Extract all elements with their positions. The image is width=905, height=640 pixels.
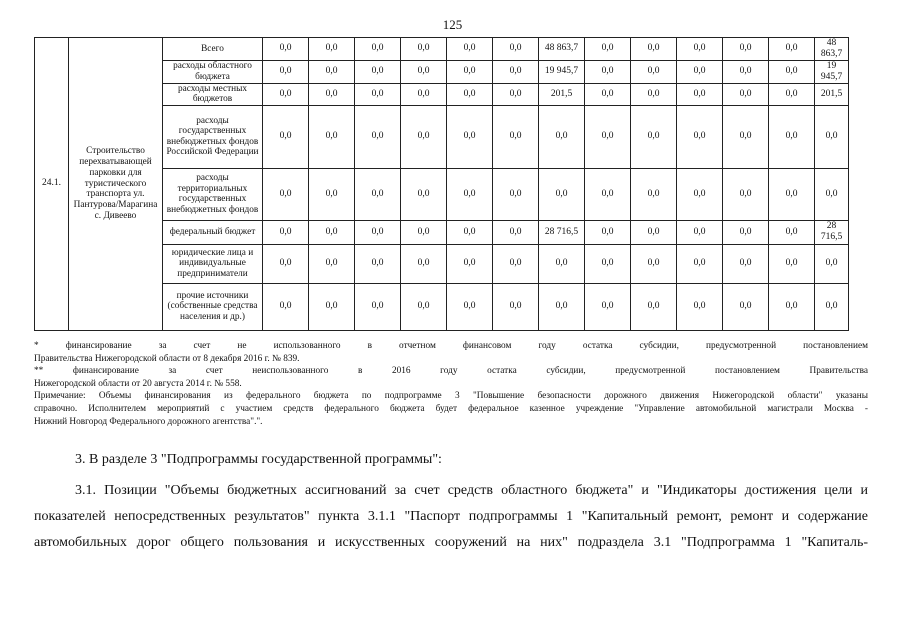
value-cell: 0,0 bbox=[631, 283, 677, 330]
value-cell: 0,0 bbox=[447, 220, 493, 244]
value-cell: 0,0 bbox=[401, 60, 447, 83]
value-cell: 0,0 bbox=[723, 105, 769, 168]
value-cell: 0,0 bbox=[631, 38, 677, 61]
value-cell: 0,0 bbox=[677, 168, 723, 220]
value-cell: 0,0 bbox=[677, 60, 723, 83]
value-cell: 0,0 bbox=[401, 168, 447, 220]
value-cell: 0,0 bbox=[309, 244, 355, 283]
value-cell: 0,0 bbox=[263, 244, 309, 283]
funding-source-cell: расходы местных бюджетов bbox=[163, 83, 263, 105]
table-notes bbox=[34, 340, 868, 428]
value-cell: 48 863,7 bbox=[815, 38, 849, 61]
value-cell: 0,0 bbox=[539, 244, 585, 283]
funding-source-cell: юридические лица и индивидуальные предприниматели bbox=[163, 244, 263, 283]
value-cell: 0,0 bbox=[447, 105, 493, 168]
value-cell: 0,0 bbox=[447, 83, 493, 105]
value-cell: 0,0 bbox=[723, 83, 769, 105]
value-cell: 0,0 bbox=[677, 83, 723, 105]
value-cell: 0,0 bbox=[493, 60, 539, 83]
value-cell: 0,0 bbox=[447, 244, 493, 283]
value-cell: 0,0 bbox=[769, 168, 815, 220]
value-cell: 201,5 bbox=[539, 83, 585, 105]
table-row bbox=[35, 38, 849, 61]
value-cell: 0,0 bbox=[493, 244, 539, 283]
remark-line-2: справочно. Исполнителем мероприятий с участием средств федерального бюджета будет федеральное казенное учреждение "Управление автомобильной магистрали Москва - bbox=[34, 403, 868, 414]
value-cell: 0,0 bbox=[815, 283, 849, 330]
funding-source-cell: расходы территориальных государственных внебюджетных фондов bbox=[163, 168, 263, 220]
value-cell: 0,0 bbox=[309, 220, 355, 244]
value-cell: 0,0 bbox=[585, 244, 631, 283]
value-cell: 0,0 bbox=[585, 38, 631, 61]
body-text bbox=[34, 450, 868, 470]
value-cell: 0,0 bbox=[677, 38, 723, 61]
value-cell: 0,0 bbox=[723, 220, 769, 244]
value-cell: 0,0 bbox=[309, 38, 355, 61]
value-cell: 0,0 bbox=[815, 244, 849, 283]
value-cell: 0,0 bbox=[723, 244, 769, 283]
value-cell: 0,0 bbox=[769, 38, 815, 61]
paragraph-line-2: показателей непосредственных результатов" пункта 3.1.1 "Паспорт подпрограммы 1 "Капитальный ремонт, ремонт и содержание bbox=[34, 509, 868, 524]
note-1-line-2: Правительства Нижегородской области от 8 декабря 2016 г. № 839. bbox=[34, 353, 300, 364]
body-paragraph bbox=[34, 478, 868, 556]
value-cell: 19 945,7 bbox=[539, 60, 585, 83]
value-cell: 0,0 bbox=[493, 220, 539, 244]
value-cell: 0,0 bbox=[769, 83, 815, 105]
value-cell: 0,0 bbox=[401, 220, 447, 244]
value-cell: 0,0 bbox=[631, 83, 677, 105]
value-cell: 0,0 bbox=[493, 283, 539, 330]
value-cell: 0,0 bbox=[493, 38, 539, 61]
value-cell: 0,0 bbox=[355, 83, 401, 105]
section-heading: 3. В разделе 3 "Подпрограммы государственной программы": bbox=[75, 452, 442, 467]
value-cell: 48 863,7 bbox=[539, 38, 585, 61]
value-cell: 0,0 bbox=[447, 60, 493, 83]
value-cell: 0,0 bbox=[677, 244, 723, 283]
value-cell: 0,0 bbox=[677, 283, 723, 330]
page-number: 125 bbox=[442, 17, 463, 32]
value-cell: 0,0 bbox=[355, 168, 401, 220]
paragraph-line-3: автомобильных дорог общего пользования и искусственных сооружений на них" подраздела 3.1 "Подпрограмма 1 "Капиталь- bbox=[34, 535, 868, 550]
value-cell: 0,0 bbox=[631, 220, 677, 244]
value-cell: 0,0 bbox=[401, 83, 447, 105]
value-cell: 0,0 bbox=[309, 60, 355, 83]
value-cell: 0,0 bbox=[631, 105, 677, 168]
paragraph-line-1: 3.1. Позиции "Объемы бюджетных ассигнований за счет средств областного бюджета" и "Индикаторы достижения цели и bbox=[75, 483, 868, 498]
value-cell: 0,0 bbox=[493, 168, 539, 220]
value-cell: 0,0 bbox=[723, 60, 769, 83]
value-cell: 0,0 bbox=[677, 105, 723, 168]
value-cell: 0,0 bbox=[355, 283, 401, 330]
funding-source-cell: расходы областного бюджета bbox=[163, 60, 263, 83]
value-cell: 0,0 bbox=[769, 105, 815, 168]
value-cell: 0,0 bbox=[401, 105, 447, 168]
value-cell: 0,0 bbox=[769, 220, 815, 244]
value-cell: 0,0 bbox=[723, 38, 769, 61]
value-cell: 0,0 bbox=[677, 220, 723, 244]
funding-source-cell: прочие источники (собственные средства населения и др.) bbox=[163, 283, 263, 330]
value-cell: 0,0 bbox=[309, 105, 355, 168]
value-cell: 0,0 bbox=[631, 60, 677, 83]
value-cell: 0,0 bbox=[631, 168, 677, 220]
value-cell: 0,0 bbox=[263, 283, 309, 330]
value-cell: 19 945,7 bbox=[815, 60, 849, 83]
value-cell: 0,0 bbox=[401, 283, 447, 330]
value-cell: 0,0 bbox=[723, 283, 769, 330]
value-cell: 0,0 bbox=[815, 168, 849, 220]
value-cell: 0,0 bbox=[263, 83, 309, 105]
value-cell: 0,0 bbox=[723, 168, 769, 220]
funding-source-cell: расходы государственных внебюджетных фондов Российской Федерации bbox=[163, 105, 263, 168]
value-cell: 0,0 bbox=[585, 220, 631, 244]
remark-line-3: Нижний Новгород Федерального дорожного агентства".". bbox=[34, 416, 263, 427]
value-cell: 0,0 bbox=[263, 60, 309, 83]
value-cell: 0,0 bbox=[493, 105, 539, 168]
value-cell: 0,0 bbox=[447, 38, 493, 61]
value-cell: 0,0 bbox=[263, 220, 309, 244]
value-cell: 0,0 bbox=[355, 60, 401, 83]
value-cell: 0,0 bbox=[401, 244, 447, 283]
value-cell: 0,0 bbox=[815, 105, 849, 168]
value-cell: 0,0 bbox=[539, 105, 585, 168]
value-cell: 0,0 bbox=[539, 283, 585, 330]
value-cell: 0,0 bbox=[447, 283, 493, 330]
value-cell: 0,0 bbox=[355, 244, 401, 283]
value-cell: 0,0 bbox=[263, 38, 309, 61]
remark-line-1: Примечание: Объемы финансирования из федерального бюджета по подпрограмме 3 "Повышение безопасности дорожного движения Нижегородской области" указаны bbox=[34, 391, 868, 402]
value-cell: 0,0 bbox=[585, 283, 631, 330]
value-cell: 28 716,5 bbox=[539, 220, 585, 244]
value-cell: 0,0 bbox=[355, 220, 401, 244]
value-cell: 0,0 bbox=[309, 283, 355, 330]
value-cell: 0,0 bbox=[263, 105, 309, 168]
value-cell: 0,0 bbox=[539, 168, 585, 220]
funding-source-cell: Всего bbox=[163, 38, 263, 61]
value-cell: 0,0 bbox=[355, 105, 401, 168]
value-cell: 0,0 bbox=[769, 283, 815, 330]
value-cell: 0,0 bbox=[263, 168, 309, 220]
value-cell: 0,0 bbox=[309, 83, 355, 105]
row-id-cell: 24.1. bbox=[35, 38, 69, 331]
measure-name-cell: Строительство перехватывающей парковки для туристического транспорта ул. Пантурова/Марагина с. Дивеево bbox=[69, 38, 163, 331]
financing-table bbox=[34, 37, 849, 331]
value-cell: 0,0 bbox=[631, 244, 677, 283]
value-cell: 0,0 bbox=[585, 60, 631, 83]
value-cell: 201,5 bbox=[815, 83, 849, 105]
note-2-line-1: ** финансирование за счет неиспользованного в 2016 году остатка субсидии, предусмотренной постановлением Правительства bbox=[34, 366, 868, 377]
note-1-line-1: * финансирование за счет не использованного в отчетном финансовом году остатка субсидии, предусмотренной постановлением bbox=[34, 341, 868, 351]
value-cell: 0,0 bbox=[769, 244, 815, 283]
value-cell: 0,0 bbox=[355, 38, 401, 61]
value-cell: 0,0 bbox=[585, 105, 631, 168]
value-cell: 0,0 bbox=[493, 83, 539, 105]
value-cell: 0,0 bbox=[585, 83, 631, 105]
funding-source-cell: федеральный бюджет bbox=[163, 220, 263, 244]
value-cell: 0,0 bbox=[769, 60, 815, 83]
value-cell: 0,0 bbox=[447, 168, 493, 220]
value-cell: 0,0 bbox=[309, 168, 355, 220]
value-cell: 0,0 bbox=[585, 168, 631, 220]
note-2-line-2: Нижегородской области от 20 августа 2014 г. № 558. bbox=[34, 378, 242, 389]
value-cell: 0,0 bbox=[401, 38, 447, 61]
value-cell: 28 716,5 bbox=[815, 220, 849, 244]
